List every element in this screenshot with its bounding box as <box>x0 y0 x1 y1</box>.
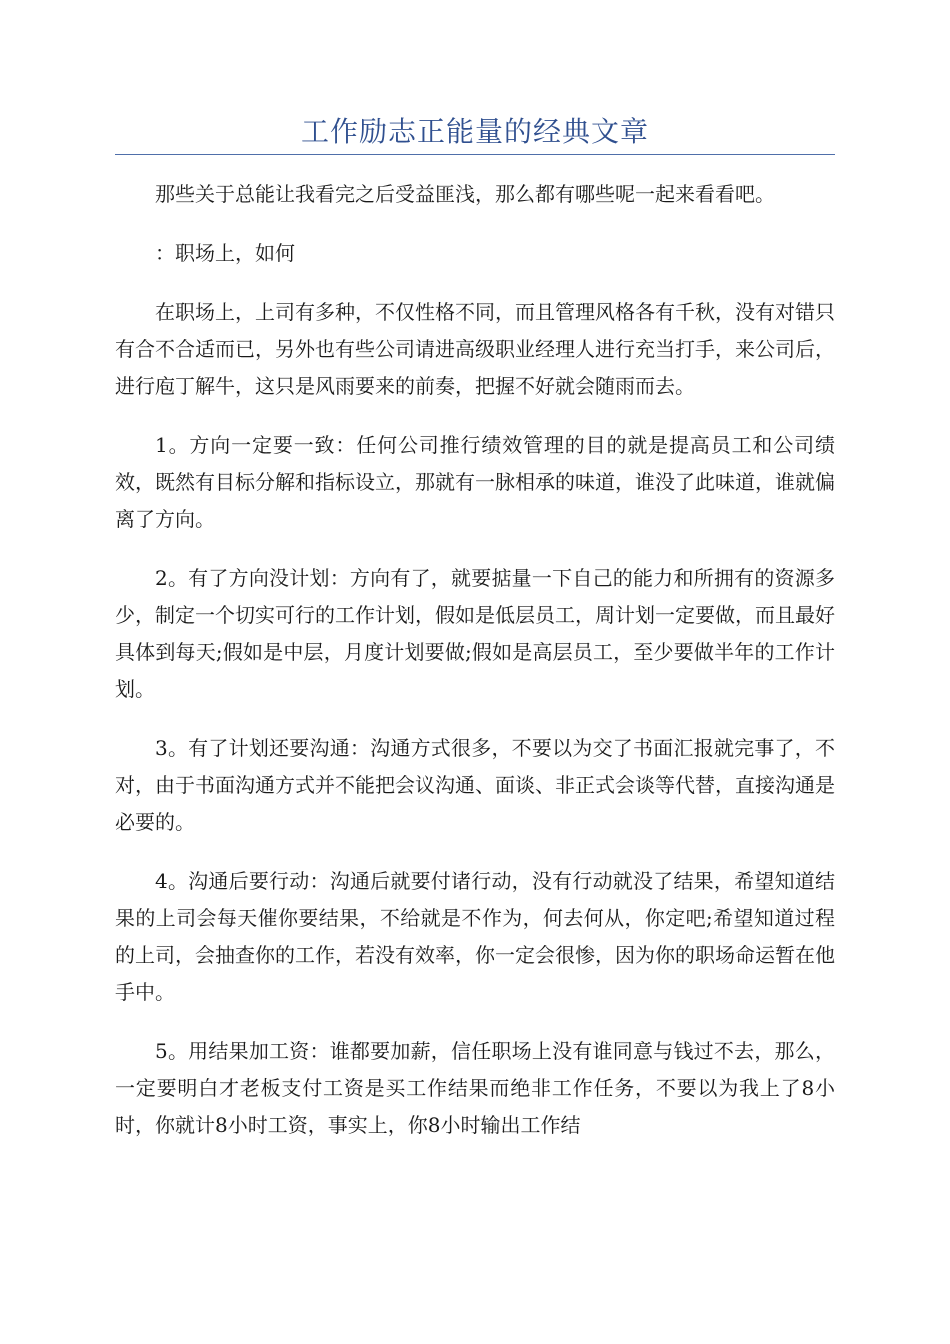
article-body <box>115 176 835 1166</box>
page-title: 工作励志正能量的经典文章 <box>300 115 649 148</box>
paragraph-point-3: 3。有了计划还要沟通：沟通方式很多，不要以为交了书面汇报就完事了，不对，由于书面沟通方式并不能把会议沟通、面谈、非正式会谈等代替，直接沟通是必要的。 <box>115 736 835 834</box>
paragraph-point-4: 4。沟通后要行动：沟通后就要付诸行动，没有行动就没了结果，希望知道结果的上司会每天催你要结果，不给就是不作为，何去何从，你定吧;希望知道过程的上司，会抽查你的工作，若没有效率，你一定会很惨，因为你的职场命运暂在他手中。 <box>115 869 835 1004</box>
paragraph-subheading: ：职场上，如何 <box>155 241 295 265</box>
paragraph-intro: 那些关于总能让我看完之后受益匪浅，那么都有哪些呢一起来看看吧。 <box>155 182 775 206</box>
paragraph-workplace: 在职场上，上司有多种，不仅性格不同，而且管理风格各有千秋，没有对错只有合不合适而已，另外也有些公司请进高级职业经理人进行充当打手，来公司后，进行庖丁解牛，这只是风雨要来的前奏，把握不好就会随雨而去。 <box>115 300 835 398</box>
paragraph-point-2: 2。有了方向没计划：方向有了，就要掂量一下自己的能力和所拥有的资源多少，制定一个切实可行的工作计划，假如是低层员工，周计划一定要做，而且最好具体到每天;假如是中层，月度计划要做;假如是高层员工，至少要做半年的工作计划。 <box>115 566 835 701</box>
paragraph-point-1: 1。方向一定要一致：任何公司推行绩效管理的目的就是提高员工和公司绩效，既然有目标分解和指标设立，那就有一脉相承的味道，谁没了此味道，谁就偏离了方向。 <box>115 433 835 531</box>
paragraph-point-5: 5。用结果加工资：谁都要加薪，信任职场上没有谁同意与钱过不去，那么，一定要明白才老板支付工资是买工作结果而绝非工作任务，不要以为我上了8小时，你就计8小时工资，事实上，你8小时输出工作结 <box>115 1039 835 1137</box>
title-underline <box>115 154 835 155</box>
